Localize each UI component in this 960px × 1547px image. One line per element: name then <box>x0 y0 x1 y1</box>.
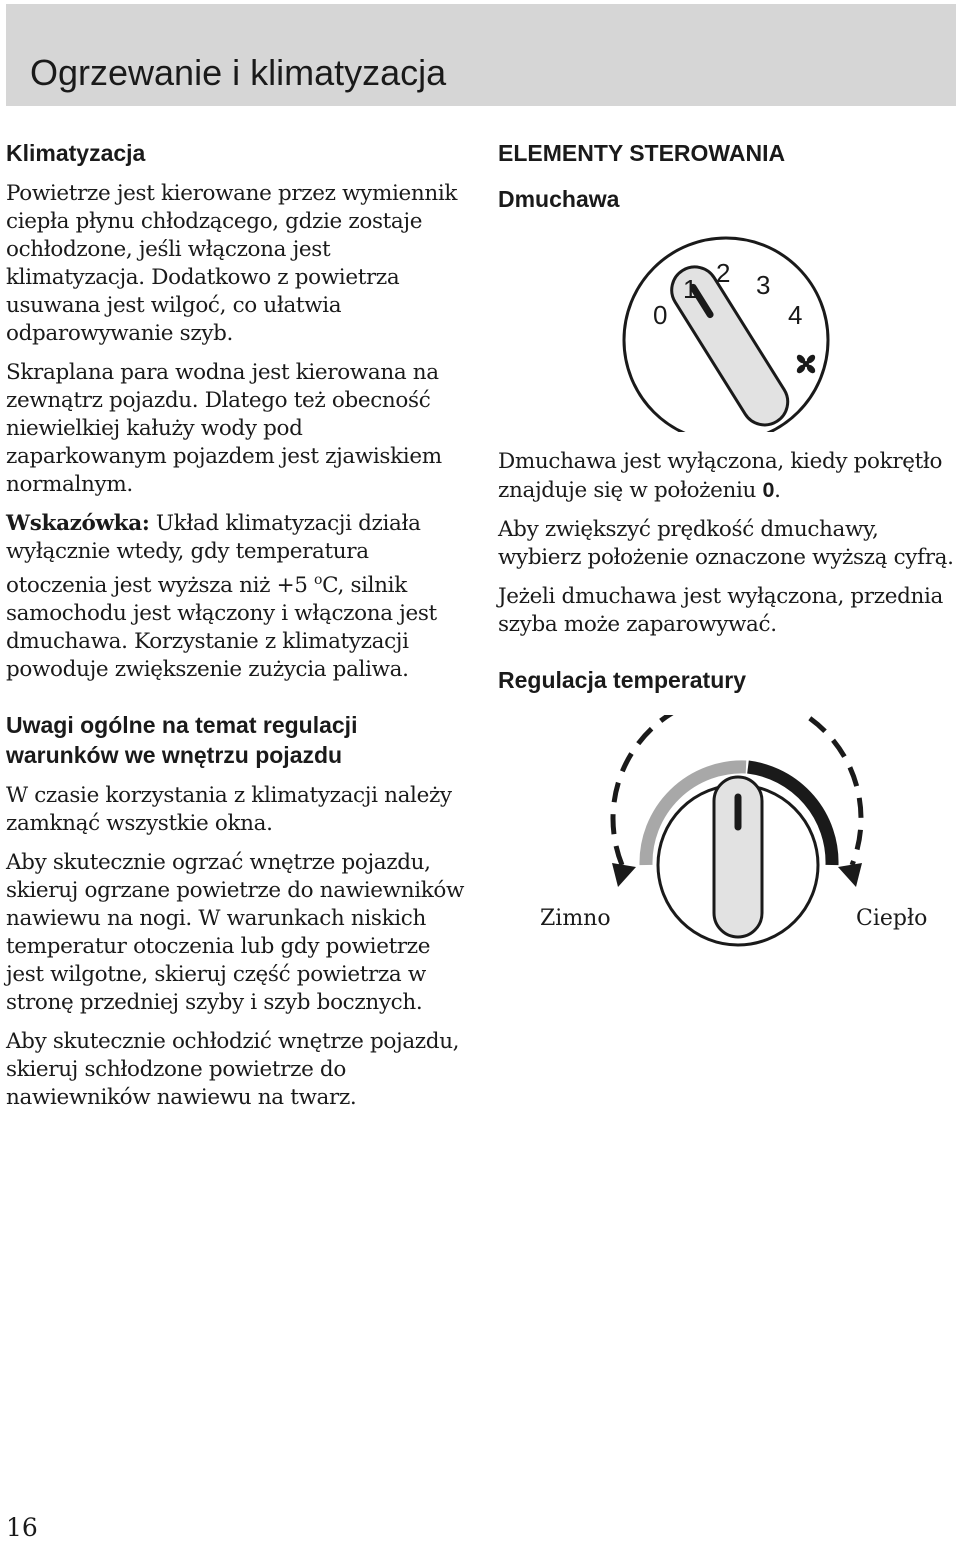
cold-label: Zimno <box>540 906 611 931</box>
heading-controls: ELEMENTY STEROWANIA <box>498 140 786 166</box>
warm-arrow-icon <box>838 863 862 887</box>
heading-klimatyzacja: Klimatyzacja <box>6 140 146 166</box>
blower-text-1a: Dmuchawa jest wyłączona, kiedy pokrętło znajduje się w położeniu <box>498 449 943 503</box>
paragraph-ac-2: Skraplana para wodna jest kierowana na zewnątrz pojazdu. Dlatego też obecność niewielkiej kałuży wody pod zaparkowanym pojazdem jest zjawiskiem normalnym. <box>6 360 442 497</box>
paragraph-blower-1 <box>498 448 956 505</box>
blower-position-ref: 0 <box>762 478 775 502</box>
fan-icon <box>795 353 817 375</box>
right-column <box>498 138 956 955</box>
paragraph-general-3: Aby skutecznie ochłodzić wnętrze pojazdu, skieruj schłodzone powietrze do nawiewników nawiewu na twarz. <box>6 1029 460 1111</box>
warm-label: Ciepło <box>856 906 928 931</box>
heading-blower: Dmuchawa <box>498 186 620 212</box>
note-text-2: C, silnik samochodu jest włączony i włączona jest dmuchawa. Korzystanie z klimatyzacji powoduje zwiększenie zużycia paliwa. <box>6 573 437 683</box>
degree-mark: o <box>314 572 323 588</box>
blower-text-1c: . <box>774 478 781 503</box>
blower-dial-figure <box>608 232 848 432</box>
blower-position-3: 3 <box>756 270 771 300</box>
blower-position-4: 4 <box>788 300 803 330</box>
left-column <box>6 138 468 1123</box>
blower-position-2: 2 <box>716 258 731 288</box>
blower-position-0: 0 <box>653 300 668 330</box>
blower-position-1: 1 <box>683 274 698 304</box>
page-title: Ogrzewanie i klimatyzacja <box>30 52 447 93</box>
page-number: 16 <box>6 1513 38 1542</box>
note-paragraph <box>6 510 468 684</box>
note-text-1: Układ klimatyzacji działa wyłącznie wtedy, gdy temperatura otoczenia jest wyższa niż +5 <box>6 511 421 599</box>
heading-general-remarks: Uwagi ogólne na temat regulacji warunków we wnętrzu pojazdu <box>6 712 358 769</box>
heading-temperature: Regulacja temperatury <box>498 667 746 693</box>
note-label: Wskazówka: <box>6 511 150 536</box>
paragraph-general-1: W czasie korzystania z klimatyzacji należy zamknąć wszystkie okna. <box>6 783 452 837</box>
cold-arrow-icon <box>612 863 636 887</box>
paragraph-blower-3: Jeżeli dmuchawa jest wyłączona, przednia szyba może zaparowywać. <box>498 584 944 637</box>
paragraph-blower-2: Aby zwiększyć prędkość dmuchawy, wybierz położenie oznaczone wyższą cyfrą. <box>498 517 954 570</box>
paragraph-ac-1: Powietrze jest kierowane przez wymiennik ciepła płynu chłodzącego, gdzie zostaje ochłodzone, jeśli włączona jest klimatyzacja. Dodatkowo z powietrza usuwana jest wilgoć, co ułatwia odparowywanie szyb. <box>6 181 458 346</box>
paragraph-general-2: Aby skutecznie ogrzać wnętrze pojazdu, skieruj ogrzane powietrze do nawiewników nawiewu na nogi. W warunkach niskich temperatur otoczenia lub gdy powietrze jest wilgotne, skieruj część powietrza w stronę przedniej szyby i szyb bocznych. <box>6 850 465 1016</box>
temperature-dial-figure <box>528 715 948 955</box>
